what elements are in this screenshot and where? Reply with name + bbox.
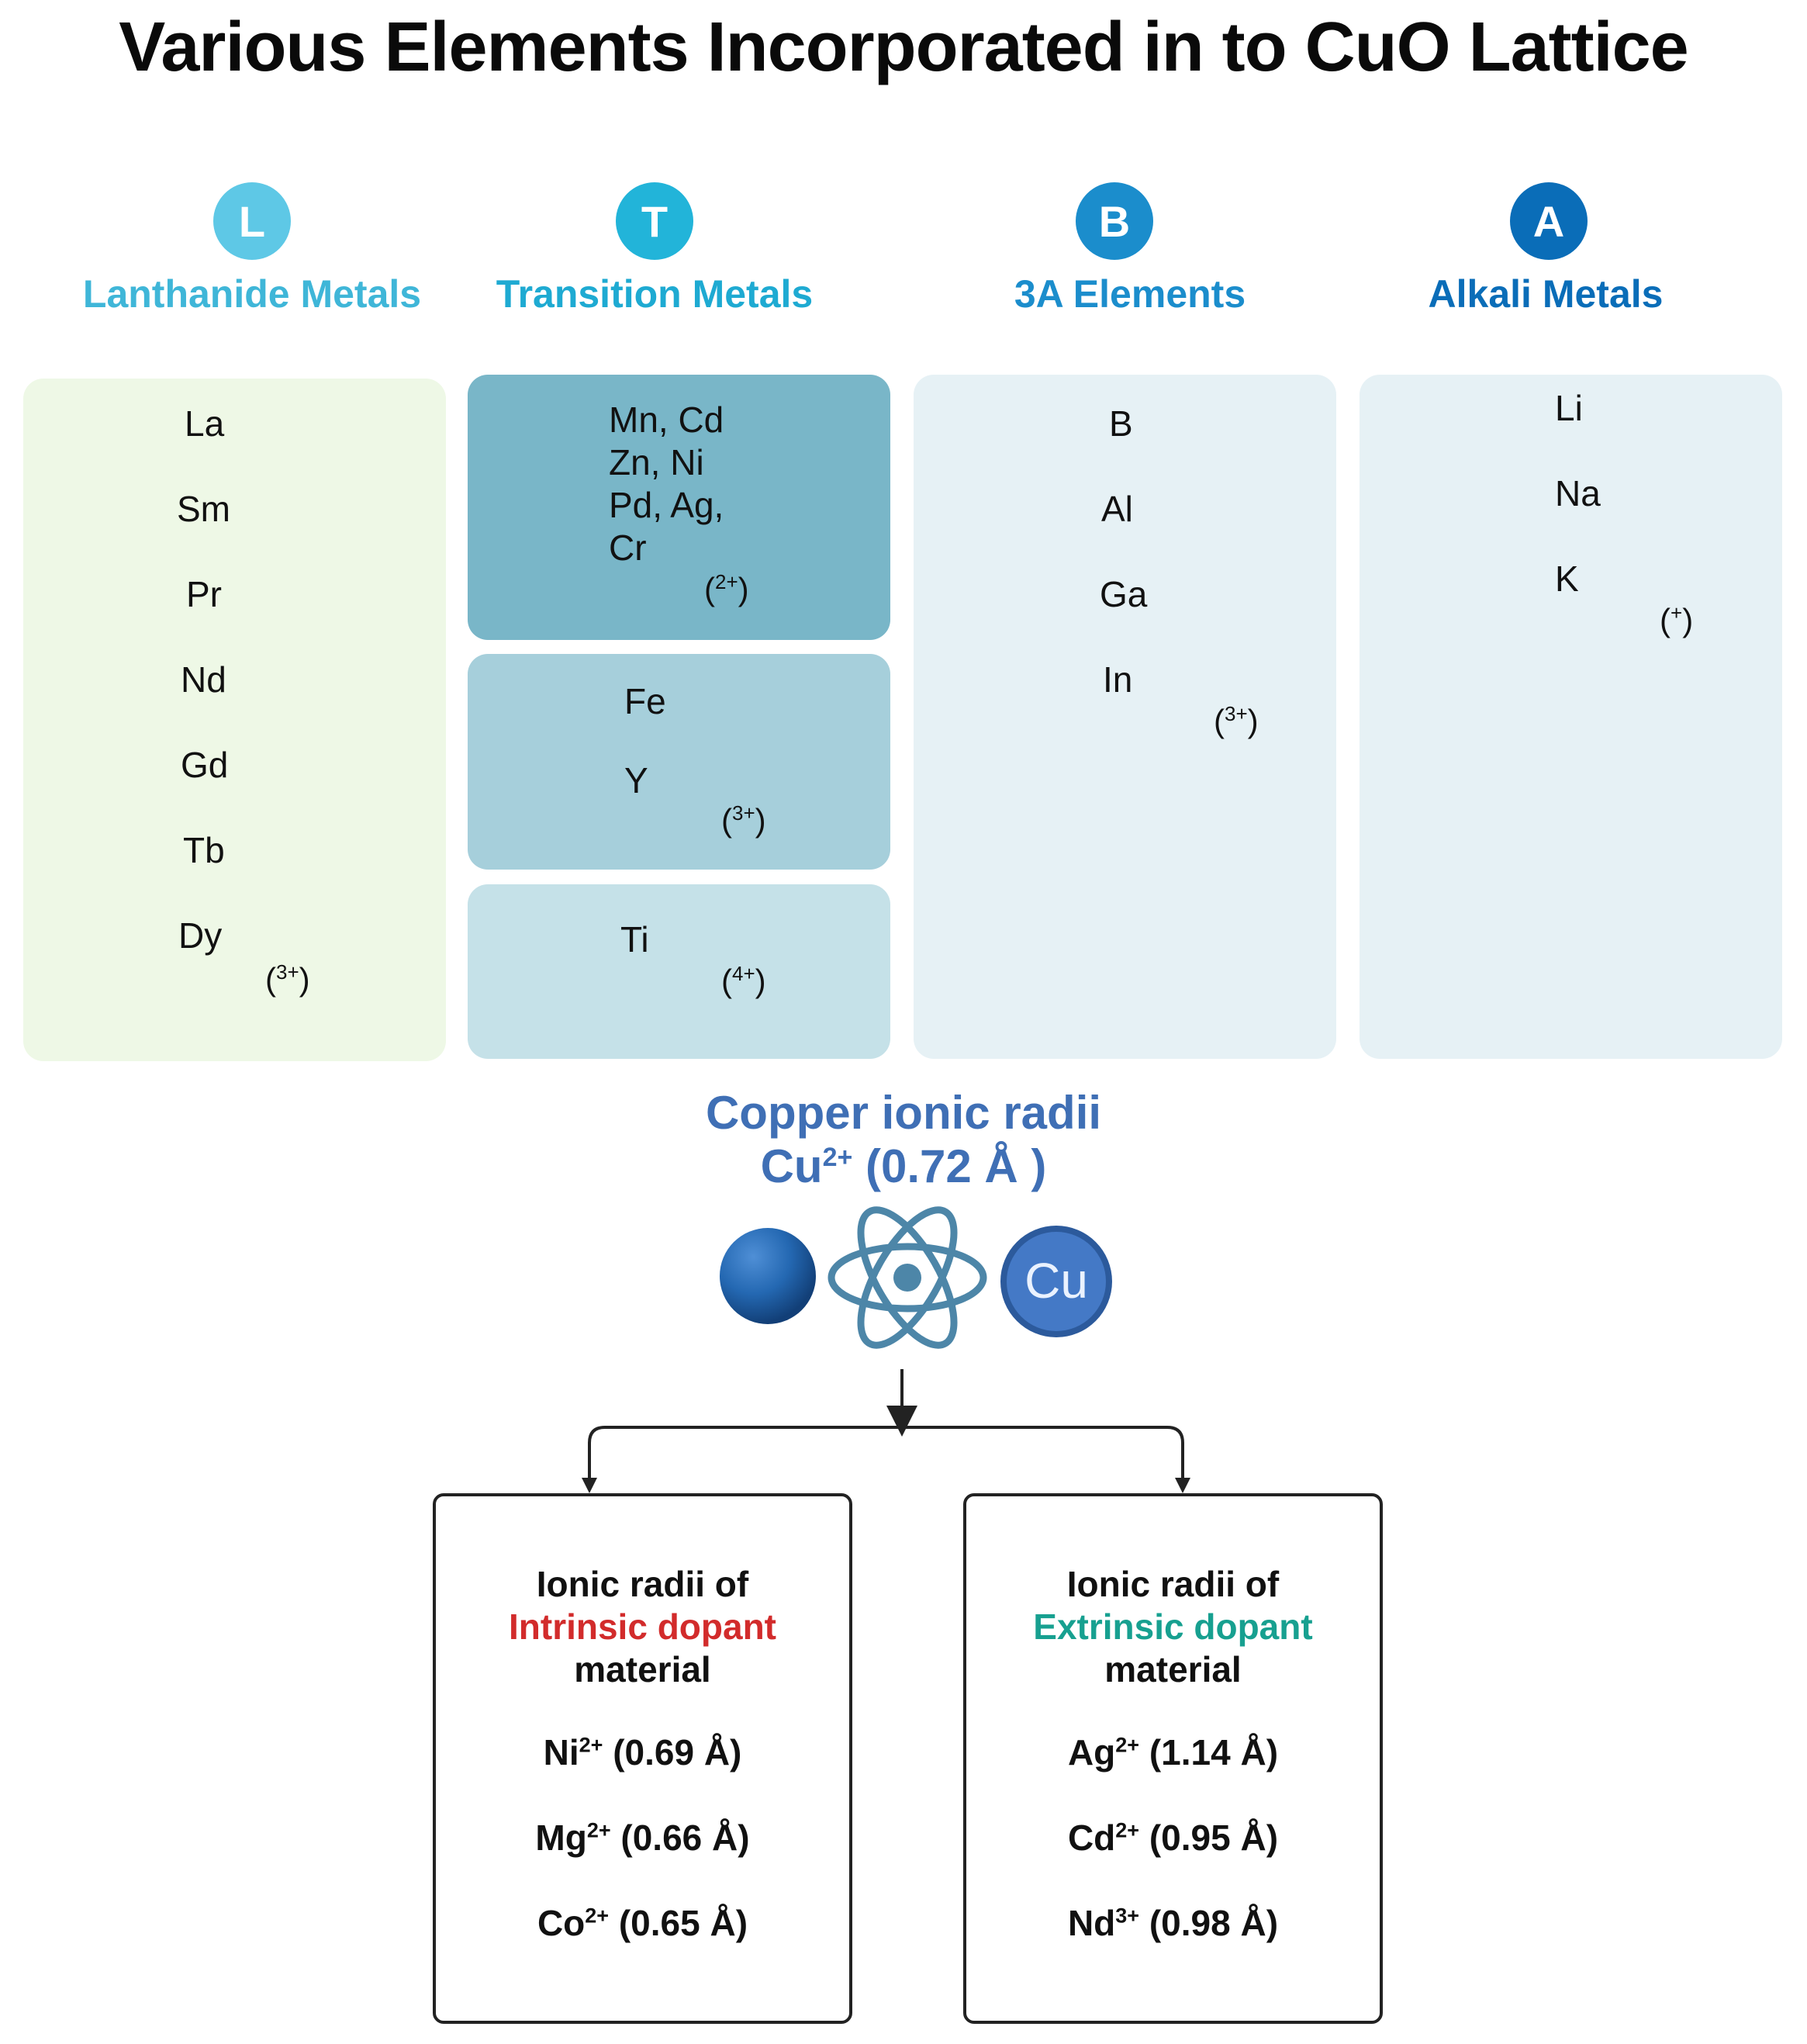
transition-line-4: Cr (609, 527, 647, 568)
copper-symbol: Cu (1024, 1253, 1088, 1309)
lanthanide-badge: L (213, 182, 291, 260)
element-k: K (1555, 559, 1579, 599)
intrinsic-heading: Ionic radii of Intrinsic dopant material (509, 1564, 776, 1690)
extrinsic-heading: Ionic radii of Extrinsic dopant material (1033, 1564, 1313, 1690)
transition-line-1: Mn, Cd (609, 399, 724, 440)
intrinsic-item-co: $Co^{2+}$ (0.65 Å) (537, 1903, 748, 1943)
element-gd: Gd (181, 745, 229, 785)
element-sm: Sm (177, 489, 230, 529)
group3a-label: 3A Elements (1014, 272, 1246, 316)
extrinsic-item-cd: $Cd^{2+}$ (0.95 Å) (1067, 1817, 1279, 1858)
element-b: B (1109, 403, 1133, 444)
element-li: Li (1555, 388, 1583, 428)
element-in: In (1103, 659, 1133, 700)
element-tb: Tb (183, 830, 225, 870)
element-fe: Fe (624, 681, 666, 721)
intrinsic-item-ni: $Ni^{2+}$ (0.69 Å) (543, 1732, 742, 1773)
copper-ionic-radii-title: Copper ionic radii $Cu^{2+}$ (0.72 Å ) (705, 1087, 1102, 1192)
extrinsic-item-ag: $Ag^{2+}$ (1.14 Å) (1067, 1732, 1279, 1773)
element-ti: Ti (620, 919, 649, 960)
extrinsic-item-nd: $Nd^{3+}$ (0.98 Å) (1067, 1903, 1279, 1943)
element-al: Al (1101, 489, 1133, 529)
transition-badge: T (616, 182, 693, 260)
alkali-badge: A (1510, 182, 1588, 260)
transition-line-2: Zn, Ni (609, 442, 704, 482)
element-y: Y (624, 760, 648, 801)
transition-line-3: Pd, Ag, (609, 485, 724, 525)
alkali-charge: (+) (1660, 601, 1694, 638)
diagram-title: Various Elements Incorporated in to CuO Lattice (119, 9, 1688, 86)
element-la: La (185, 403, 225, 444)
transition-charge-3plus: ($^{3+}$) (721, 801, 766, 839)
element-nd: Nd (181, 659, 226, 700)
transition-charge-4plus: ($^{4+}$) (721, 962, 766, 999)
lanthanide-label: Lanthanide Metals (82, 272, 422, 316)
element-pr: Pr (186, 574, 222, 614)
group3a-charge: ($^{3+}$) (1214, 702, 1259, 739)
element-dy: Dy (178, 915, 223, 956)
transition-charge-2plus: ($^{2+}$) (704, 570, 749, 607)
lanthanide-charge: ($^{3+}$) (265, 960, 310, 998)
transition-label: Transition Metals (496, 272, 814, 316)
alkali-label: Alkali Metals (1428, 272, 1664, 316)
element-na: Na (1555, 473, 1601, 514)
element-ga: Ga (1100, 574, 1148, 614)
intrinsic-item-mg: $Mg^{2+}$ (0.66 Å) (535, 1817, 750, 1858)
group3a-badge: B (1076, 182, 1153, 260)
